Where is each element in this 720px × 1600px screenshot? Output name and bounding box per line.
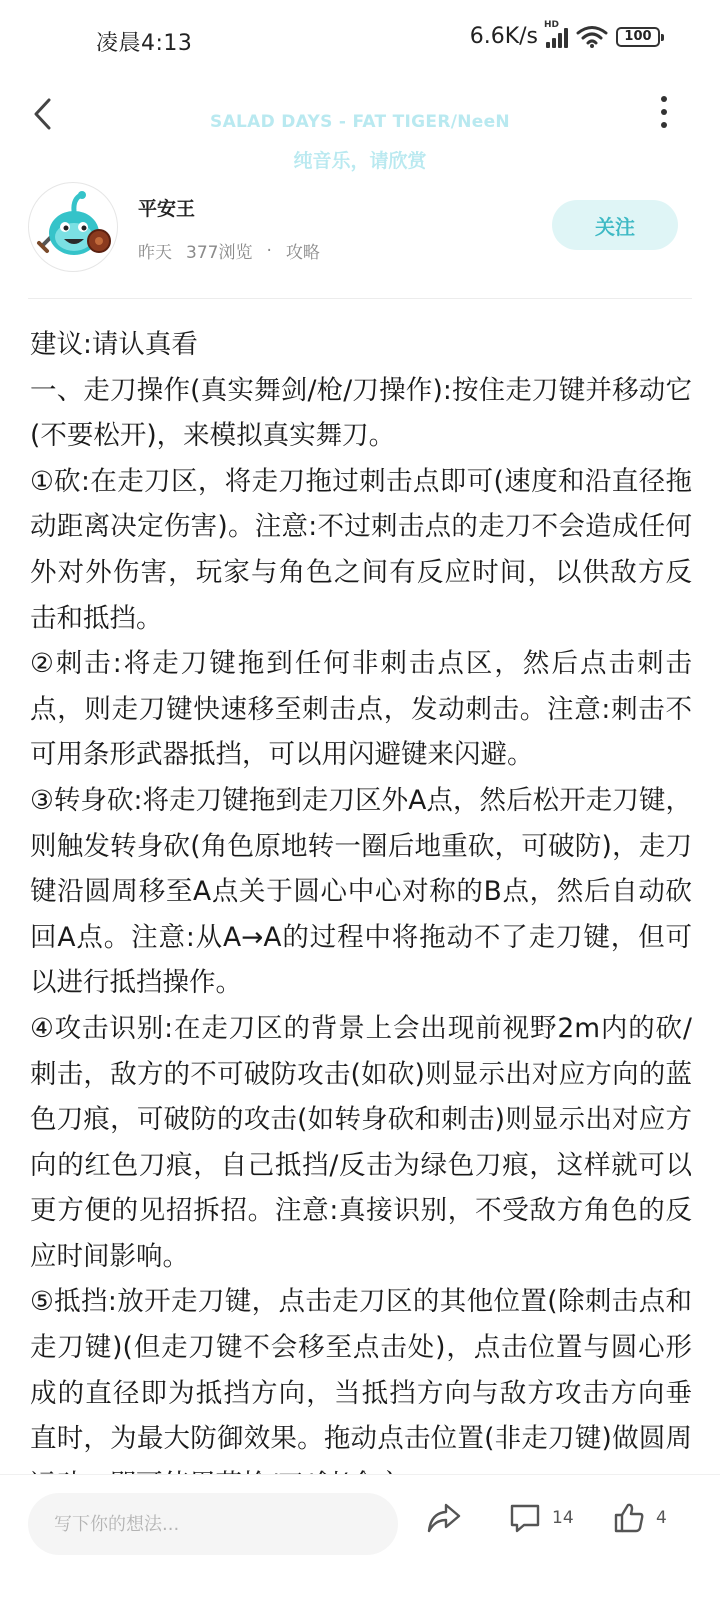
like-count: 4 (656, 1508, 667, 1528)
more-vertical-icon (661, 96, 667, 102)
divider (28, 298, 692, 299)
thumbs-up-icon (612, 1501, 646, 1535)
comment-button[interactable] (508, 1501, 574, 1535)
bottom-action-bar (0, 1474, 720, 1600)
battery-icon (616, 27, 660, 47)
article-paragraph: 建议:请认真看 (30, 329, 198, 360)
author-row (0, 182, 720, 286)
post-date: 昨天 (138, 243, 172, 263)
author-name[interactable]: 平安王 (138, 198, 196, 220)
status-time: 凌晨4:13 (96, 31, 193, 56)
signal-hd-badge: HD (544, 19, 560, 30)
meta-separator: · (266, 240, 272, 261)
article-paragraph: ④攻击识别:在走刀区的背景上会出现前视野2m内的砍/刺击，敌方的不可破防攻击(如砍)则显示出对应方向的蓝色刀痕，可破防的攻击(如转身砍和刺击)则显示出对应方向的红色刀痕，自己抵挡/反击为绿色刀痕，这样就可以更方便的见招拆招。注意:真接识别，不受敌方角色的反应时间影响。 (30, 1012, 692, 1272)
share-button[interactable] (426, 1501, 462, 1535)
post-meta (138, 238, 320, 263)
like-button[interactable] (612, 1501, 667, 1535)
battery-level: 100 (624, 29, 652, 44)
more-options-button[interactable] (652, 92, 676, 132)
music-subtitle: 纯音乐，请欣赏 (293, 150, 427, 172)
share-icon (426, 1501, 462, 1535)
top-nav (0, 80, 720, 180)
comment-count: 14 (552, 1508, 574, 1528)
article-body (30, 322, 692, 1474)
article-paragraph: ③转身砍:将走刀键拖到走刀区外A点，然后松开走刀键，则触发转身砍(角色原地转一圈后地重砍，可破防)，走刀键沿圆周移至A点关于圆心中心对称的B点，然后自动砍回A点。注意:从A→A的过程中将拖动不了走刀键，但可以进行抵挡操作。 (30, 784, 692, 999)
comment-input[interactable] (28, 1493, 398, 1555)
status-bar (0, 0, 720, 80)
music-title: SALAD DAYS - FAT TIGER/NeeN (210, 112, 510, 132)
article-paragraph: ①砍:在走刀区，将走刀拖过刺击点即可(速度和沿直径拖动距离决定伤害)。注意:不过刺击点的走刀不会造成任何外对外伤害，玩家与角色之间有反应时间，以供敌方反击和抵挡。 (30, 465, 692, 634)
comment-icon (508, 1501, 542, 1535)
follow-button[interactable]: 关注 (552, 200, 678, 250)
avatar-mascot-icon (29, 183, 119, 273)
post-category[interactable]: 攻略 (285, 243, 320, 263)
network-speed: 6.6K/s (469, 24, 538, 49)
article-paragraph: ⑤抵挡:放开走刀键，点击走刀区的其他位置(除刺击点和走刀键)(但走刀键不会移至点击处)，点击位置与圆心形成的直径即为抵挡方向，当抵挡方向与敌方攻击方向垂直时，为最大防御效果。拖动点击位置(非走刀键)做圆周 (30, 1286, 692, 1455)
article-paragraph: 一、走刀操作(真实舞剑/枪/刀操作):按住走刀键并移动它(不要松开)，来模拟真实舞刀。 (30, 374, 692, 452)
status-indicators (469, 19, 660, 49)
view-count: 377浏览 (186, 243, 253, 263)
article-paragraph: ②刺击:将走刀键拖到任何非刺击点区，然后点击刺击点，则走刀键快速移至刺击点，发动刺击。注意:刺击不可用条形武器抵挡，可以用闪避键来闪避。 (30, 648, 692, 771)
avatar[interactable] (28, 182, 118, 272)
cellular-signal-icon (544, 19, 568, 48)
wifi-icon (576, 25, 608, 49)
